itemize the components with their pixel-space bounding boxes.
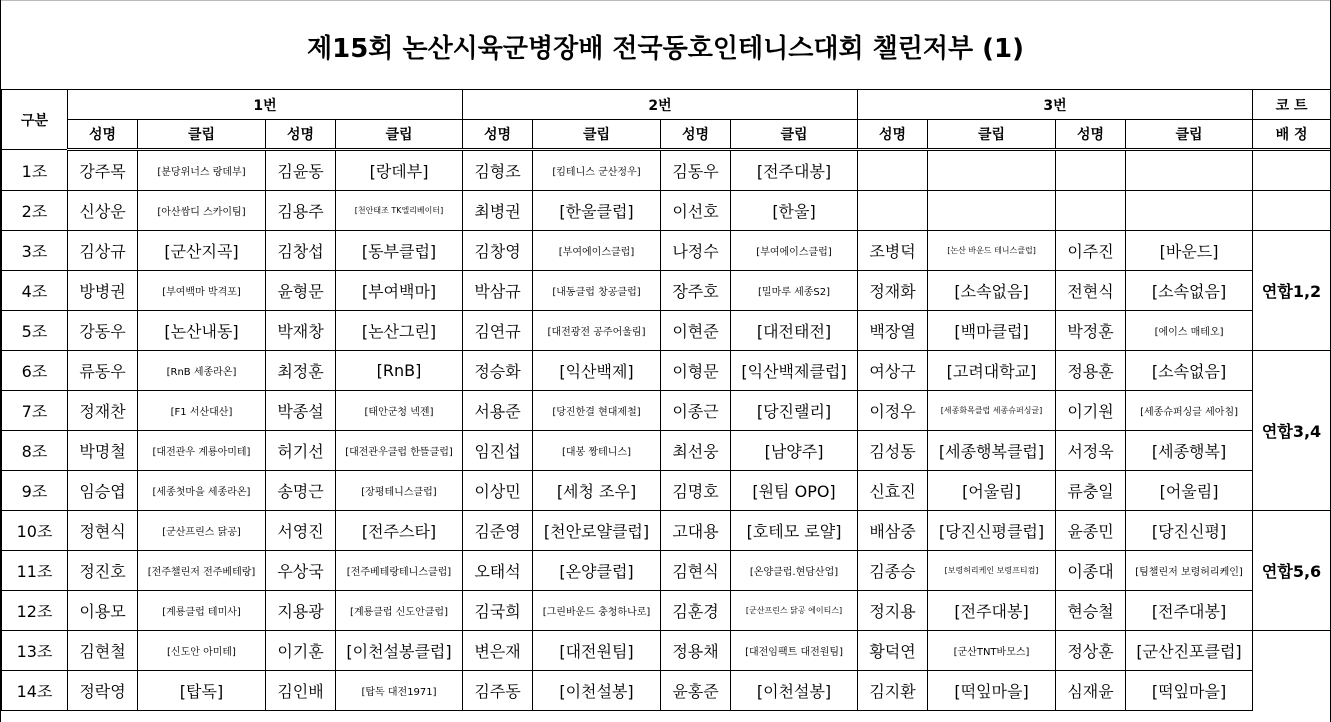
player-club: [호테모 로얄] [731,511,858,551]
player-club: [탑독] [138,671,266,711]
table-row [2,591,1331,631]
club-header: 클립 [336,120,463,150]
player-club: [어울림] [928,471,1056,511]
player-club: [대전광전 공주어울림] [533,311,661,351]
player-name: 김현철 [68,631,138,671]
group-label: 1조 [2,150,68,191]
player-name: 서정욱 [1056,431,1126,471]
player-club: [에이스 매테오] [1126,311,1253,351]
court-assignment: 연합3,4 [1253,351,1331,511]
player-name: 김훈경 [661,591,731,631]
player-club: [천안태조 TK엘리베이터] [336,191,463,231]
player-club: [이천설봉] [731,671,858,711]
table-row [2,351,1331,391]
player-club: [세종화목클럽 세종슈퍼싱글] [928,391,1056,431]
player-name: 현승철 [1056,591,1126,631]
player-club: [군산프린스 닭공 에이티스] [731,591,858,631]
player-name: 이정우 [858,391,928,431]
player-name [858,191,928,231]
player-name: 류동우 [68,351,138,391]
player-name: 백장열 [858,311,928,351]
player-club: [전주스타] [336,511,463,551]
table-row [2,191,1331,231]
player-name: 심재윤 [1056,671,1126,711]
player-name: 정지용 [858,591,928,631]
player-name: 최선웅 [661,431,731,471]
player-club: [대봉 짱테니스] [533,431,661,471]
table-row [2,150,1331,191]
player-name: 이선호 [661,191,731,231]
player-name: 최병권 [463,191,533,231]
player-name: 김동우 [661,150,731,191]
player-club: [랑데부] [336,150,463,191]
table-row [2,671,1331,711]
player-name: 김상규 [68,231,138,271]
player-name: 조병덕 [858,231,928,271]
player-club: [탑독 대전1971] [336,671,463,711]
player-name: 이기원 [1056,391,1126,431]
player-name: 서영진 [266,511,336,551]
player-club: [당진랠리] [731,391,858,431]
player-name: 김국희 [463,591,533,631]
player-club [928,150,1056,191]
player-club: [전주대봉] [928,591,1056,631]
group-label: 12조 [2,591,68,631]
player-club: [이천설봉클럽] [336,631,463,671]
player-name: 이종근 [661,391,731,431]
player-name: 고대용 [661,511,731,551]
player-name: 서용준 [463,391,533,431]
player-club: [천안로얄클럽] [533,511,661,551]
player-name: 여상구 [858,351,928,391]
player-name: 황덕연 [858,631,928,671]
player-club: [전주베테랑테니스클럽] [336,551,463,591]
player-club: [보령허리케인 보령프티컴] [928,551,1056,591]
player-club: [군산진포클럽] [1126,631,1253,671]
player-club: [밀마루 세종S2] [731,271,858,311]
player-name: 강동우 [68,311,138,351]
player-name: 류충일 [1056,471,1126,511]
player-name: 방병권 [68,271,138,311]
player-name: 우상국 [266,551,336,591]
player-name: 김현식 [661,551,731,591]
header-row-sections [2,90,1331,120]
name-header: 성명 [858,120,928,150]
player-name: 윤형문 [266,271,336,311]
table-row [2,551,1331,591]
player-name: 정용훈 [1056,351,1126,391]
player-name: 김인배 [266,671,336,711]
player-club: [부여백마] [336,271,463,311]
group-label: 3조 [2,231,68,271]
player-club: [장평테니스클럽] [336,471,463,511]
player-club: [군산지곡] [138,231,266,271]
player-club: [한울클럽] [533,191,661,231]
player-club: [세종슈퍼싱글 세아침] [1126,391,1253,431]
group-label: 14조 [2,671,68,711]
player-name [1056,150,1126,191]
group-header: 구분 [2,90,68,150]
player-club: [RnB] [336,351,463,391]
group-label: 2조 [2,191,68,231]
page-title: 제15회 논산시육군병장배 전국동호인테니스대회 챌린저부 (1) [306,33,1025,64]
player-name: 박재창 [266,311,336,351]
table-row [2,511,1331,551]
player-club: [소속없음] [928,271,1056,311]
player-name: 전현식 [1056,271,1126,311]
bracket-table [1,89,1331,711]
player-club: [어울림] [1126,471,1253,511]
player-club: [당진신평] [1126,511,1253,551]
player-name: 이주진 [1056,231,1126,271]
group-label: 8조 [2,431,68,471]
group-label: 4조 [2,271,68,311]
player-club: [계룡클럽 신도안클럽] [336,591,463,631]
player-club: [군산프린스 닭공] [138,511,266,551]
table-row [2,431,1331,471]
court-assignment: 연합5,6 [1253,511,1331,631]
court-cell-empty [1253,150,1331,191]
player-club [1126,150,1253,191]
group-label: 13조 [2,631,68,671]
player-name: 김형조 [463,150,533,191]
player-club: [동부클럽] [336,231,463,271]
player-club: [대전태전] [731,311,858,351]
player-name: 김윤동 [266,150,336,191]
player-club: [떡잎마을] [1126,671,1253,711]
player-club: [군산TNT바모스] [928,631,1056,671]
player-club: [논산그린] [336,311,463,351]
player-club: [전주대봉] [731,150,858,191]
player-club: [킴테니스 군산정우] [533,150,661,191]
name-header: 성명 [661,120,731,150]
name-header: 성명 [1056,120,1126,150]
player-name: 김종승 [858,551,928,591]
player-name [858,150,928,191]
player-name: 정현식 [68,511,138,551]
player-name: 허기선 [266,431,336,471]
player-club: [당진한결 현대제철] [533,391,661,431]
player-club: [태안군청 넥젠] [336,391,463,431]
court-header-top: 코 트 [1253,90,1331,120]
player-name: 오태석 [463,551,533,591]
player-name: 이용모 [68,591,138,631]
player-name: 윤홍준 [661,671,731,711]
player-name: 정상훈 [1056,631,1126,671]
group-label: 5조 [2,311,68,351]
player-club: [대전원팀] [533,631,661,671]
player-name: 김창영 [463,231,533,271]
player-name: 임진섭 [463,431,533,471]
player-club: [논산내동] [138,311,266,351]
club-header: 클립 [533,120,661,150]
table-row [2,231,1331,271]
player-name: 김성동 [858,431,928,471]
player-club: [온양클럽] [533,551,661,591]
group-label: 11조 [2,551,68,591]
player-club: [아산쌈디 스카이팀] [138,191,266,231]
player-club: [전주챌린저 전주베테랑] [138,551,266,591]
section-header-2: 2번 [463,90,858,120]
player-name: 박정훈 [1056,311,1126,351]
club-header: 클립 [731,120,858,150]
player-name: 장주호 [661,271,731,311]
player-name: 이종대 [1056,551,1126,591]
player-club: [신도안 아미테] [138,631,266,671]
section-header-1: 1번 [68,90,463,120]
player-name [1056,191,1126,231]
player-club: [원팀 OPO] [731,471,858,511]
player-name: 임승엽 [68,471,138,511]
group-label: 7조 [2,391,68,431]
player-name: 김명호 [661,471,731,511]
player-name: 신상운 [68,191,138,231]
player-name: 이상민 [463,471,533,511]
club-header: 클립 [928,120,1056,150]
player-club: [온양클럽.현담산업] [731,551,858,591]
player-club: [팀챌린저 보령허리케인] [1126,551,1253,591]
court-assignment: 연합1,2 [1253,231,1331,351]
player-club: [세종행복클럽] [928,431,1056,471]
player-club: [바운드] [1126,231,1253,271]
player-club: [논산 바운드 테니스클럽] [928,231,1056,271]
player-name: 박명철 [68,431,138,471]
player-club: [소속없음] [1126,271,1253,311]
player-club: [대전관우 계룡아미테] [138,431,266,471]
player-name: 김창섭 [266,231,336,271]
table-row [2,391,1331,431]
player-name: 나정수 [661,231,731,271]
player-name: 김준영 [463,511,533,551]
club-header: 클립 [1126,120,1253,150]
player-club: [남양주] [731,431,858,471]
player-club: [고려대학교] [928,351,1056,391]
player-club: [세청 조우] [533,471,661,511]
player-name: 정진호 [68,551,138,591]
player-name: 이기훈 [266,631,336,671]
player-name: 변은재 [463,631,533,671]
player-name: 송명근 [266,471,336,511]
player-name: 김지환 [858,671,928,711]
player-name: 정락영 [68,671,138,711]
table-row [2,311,1331,351]
player-club: [RnB 세종라온] [138,351,266,391]
player-club: [부여에이스클럽] [731,231,858,271]
player-name: 박삼규 [463,271,533,311]
player-name: 김용주 [266,191,336,231]
player-name: 정재화 [858,271,928,311]
player-name: 이현준 [661,311,731,351]
player-club [1126,191,1253,231]
player-name: 정승화 [463,351,533,391]
group-label: 6조 [2,351,68,391]
player-name: 최정훈 [266,351,336,391]
player-club: [내동클럽 창공클럽] [533,271,661,311]
player-name: 정재찬 [68,391,138,431]
group-label: 9조 [2,471,68,511]
player-club: [부여백마 박격포] [138,271,266,311]
player-club: [백마클럽] [928,311,1056,351]
player-club: [세종첫마을 세종라온] [138,471,266,511]
player-club: [F1 서산대산] [138,391,266,431]
player-name: 배삼중 [858,511,928,551]
player-name: 신효진 [858,471,928,511]
player-name: 강주목 [68,150,138,191]
player-name: 이형문 [661,351,731,391]
court-cell-empty [1253,191,1331,231]
name-header: 성명 [463,120,533,150]
player-club: [계룡클럽 테미사] [138,591,266,631]
player-club: [떡잎마을] [928,671,1056,711]
table-row [2,631,1331,671]
title-bar [1,0,1330,89]
player-club: [세종행복] [1126,431,1253,471]
player-club [928,191,1056,231]
player-club: [대전관우클럽 한뜰클럽] [336,431,463,471]
player-club: [부여에이스클럽] [533,231,661,271]
player-club: [당진신평클럽] [928,511,1056,551]
player-club: [익산백제클럽] [731,351,858,391]
player-name: 윤종민 [1056,511,1126,551]
player-club: [한울] [731,191,858,231]
player-club: [이천설봉] [533,671,661,711]
name-header: 성명 [68,120,138,150]
player-club: [대전임팩트 대전원팀] [731,631,858,671]
player-club: [전주대봉] [1126,591,1253,631]
player-name: 정용채 [661,631,731,671]
club-header: 클립 [138,120,266,150]
table-row [2,471,1331,511]
name-header: 성명 [266,120,336,150]
player-name: 지용광 [266,591,336,631]
player-club: [소속없음] [1126,351,1253,391]
group-label: 10조 [2,511,68,551]
table-row [2,271,1331,311]
header-row-columns [2,120,1331,150]
player-name: 김연규 [463,311,533,351]
court-header-bottom: 배 정 [1253,120,1331,150]
player-club: [그린바운드 충청하나로] [533,591,661,631]
player-name: 박종설 [266,391,336,431]
player-name: 김주동 [463,671,533,711]
section-header-3: 3번 [858,90,1253,120]
player-club: [분당위너스 랑데부] [138,150,266,191]
player-club: [익산백제] [533,351,661,391]
